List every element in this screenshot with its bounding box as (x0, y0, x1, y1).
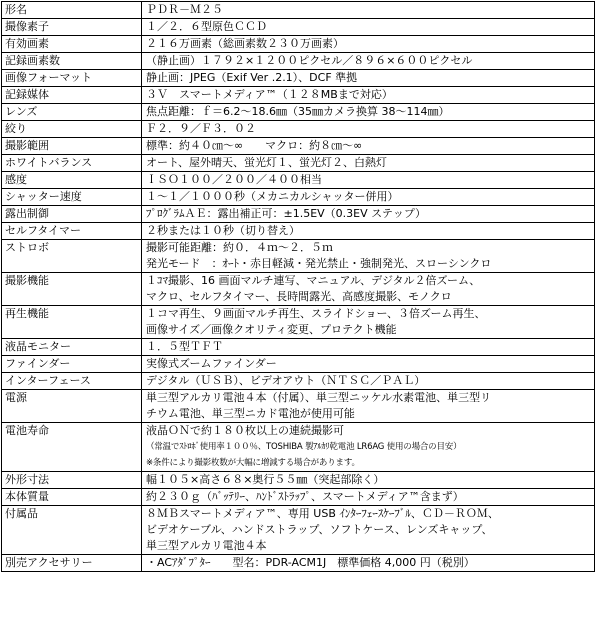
spec-value (142, 373, 595, 390)
spec-label: ストロボ (2, 240, 142, 273)
spec-value-line: １ｺﾏ撮影、16 画面マルチ連写、マニュアル、デジタル２倍ズーム、 (146, 274, 481, 287)
spec-row (2, 223, 595, 240)
spec-value (142, 356, 595, 373)
spec-row (2, 373, 595, 390)
spec-label: ホワイトバランス (2, 155, 142, 172)
spec-label: 液晶モニター (2, 339, 142, 356)
spec-label: 別売アクセサリー (2, 555, 142, 572)
spec-value-line: １／２．６型原色ＣＣＤ (146, 20, 267, 33)
spec-row (2, 306, 595, 339)
spec-value-line: 発光モード ：ｵｰﾄ・赤目軽減・発光禁止・強制発光、スローシンクロ (146, 257, 492, 270)
spec-value (142, 240, 595, 273)
spec-label: 電源 (2, 390, 142, 423)
spec-value (142, 423, 595, 472)
spec-value (142, 390, 595, 423)
spec-label: 記録画素数 (2, 53, 142, 70)
spec-row (2, 2, 595, 19)
spec-row (2, 121, 595, 138)
spec-value (142, 306, 595, 339)
spec-row (2, 423, 595, 472)
spec-value (142, 2, 595, 19)
spec-row (2, 104, 595, 121)
spec-row (2, 273, 595, 306)
spec-label: 撮影機能 (2, 273, 142, 306)
spec-value-line: １〜１／１０００秒（メカニカルシャッター併用） (146, 190, 399, 203)
spec-value (142, 155, 595, 172)
spec-value-line: 標準：約４０㎝〜∞ マクロ：約８㎝〜∞ (146, 139, 363, 152)
spec-row (2, 472, 595, 489)
spec-row (2, 19, 595, 36)
spec-value (142, 36, 595, 53)
spec-value-line: 画像サイズ／画像クオリティ変更、プロテクト機能 (146, 323, 397, 336)
spec-row (2, 36, 595, 53)
spec-row (2, 206, 595, 223)
spec-row (2, 489, 595, 506)
spec-row (2, 506, 595, 555)
spec-value (142, 223, 595, 240)
spec-value-line: 静止画：JPEG（Exif Ver .2.1）、DCF 準拠 (146, 71, 358, 84)
spec-row (2, 87, 595, 104)
spec-value (142, 555, 595, 572)
spec-value (142, 273, 595, 306)
spec-label: 露出制御 (2, 206, 142, 223)
spec-value-line: 焦点距離：ｆ＝6.2〜18.6㎜（35㎜カメラ換算 38〜114㎜） (146, 105, 450, 118)
spec-row (2, 138, 595, 155)
spec-value (142, 506, 595, 555)
spec-value-line: ＰＤＲ－Ｍ２５ (146, 3, 223, 16)
spec-label: 電池寿命 (2, 423, 142, 472)
spec-value-line: 単三型アルカリ電池４本（付属）、単三型ニッケル水素電池、単三型リ (146, 391, 492, 404)
spec-value (142, 70, 595, 87)
spec-value-line: ・ACｱﾀﾞﾌﾟﾀｰ 型名：PDR-ACM1J 標準価格 4,000 円（税別） (146, 556, 475, 569)
spec-value (142, 104, 595, 121)
spec-value-line: ３Ｖ スマートメディア™（１２８MBまで対応） (146, 88, 393, 101)
spec-value-line: オート、屋外晴天、蛍光灯１、蛍光灯２、白熱灯 (146, 156, 388, 169)
spec-row (2, 339, 595, 356)
spec-value (142, 121, 595, 138)
spec-value-note: ※条件により撮影枚数が大幅に増減する場合があります。 (146, 458, 360, 468)
spec-label: 記録媒体 (2, 87, 142, 104)
spec-value (142, 206, 595, 223)
spec-row (2, 189, 595, 206)
spec-value-line: ２秒または１０秒（切り替え） (146, 224, 300, 237)
spec-value (142, 138, 595, 155)
spec-table-body (2, 2, 595, 572)
spec-label: 有効画素 (2, 36, 142, 53)
spec-value-line: 単三型アルカリ電池４本 (146, 539, 267, 552)
spec-value-line: ２１６万画素（総画素数２３０万画素） (146, 37, 344, 50)
spec-label: 画像フォーマット (2, 70, 142, 87)
spec-row (2, 172, 595, 189)
spec-label: 撮像素子 (2, 19, 142, 36)
spec-row (2, 70, 595, 87)
spec-value-line: （静止画）１７９２×１２００ピクセル／８９６×６００ピクセル (146, 54, 473, 67)
spec-value (142, 87, 595, 104)
spec-label: インターフェース (2, 373, 142, 390)
spec-value (142, 189, 595, 206)
spec-label: レンズ (2, 104, 142, 121)
spec-value-line: ﾌﾟﾛｸﾞﾗﾑＡＥ：露出補正可：±1.5EV（0.3EV ステップ） (146, 207, 427, 220)
spec-value-line: ８ＭＢスマートメディア™、専用 USB ｲﾝﾀｰﾌｪｰｽｹｰﾌﾞﾙ、ＣＤ－ＲＯＭ、 (146, 507, 499, 520)
spec-value-line: １コマ再生、９画面マルチ再生、スライドショー、３倍ズーム再生、 (146, 307, 486, 320)
spec-value-line: デジタル（ＵＳＢ）、ビデオアウト（ＮＴＳＣ／ＰＡＬ） (146, 374, 426, 387)
spec-sheet (1, 1, 594, 625)
spec-row (2, 555, 595, 572)
spec-value-line: マクロ、セルフタイマー、長時間露光、高感度撮影、モノクロ (146, 290, 452, 303)
spec-value (142, 172, 595, 189)
spec-label: 本体質量 (2, 489, 142, 506)
spec-value (142, 472, 595, 489)
spec-label: 外形寸法 (2, 472, 142, 489)
spec-label: ファインダー (2, 356, 142, 373)
spec-label: 形名 (2, 2, 142, 19)
spec-value-line: ＩＳＯ１００／２００／４００相当 (146, 173, 322, 186)
spec-value (142, 339, 595, 356)
spec-value-line: 実像式ズームファインダー (146, 357, 277, 370)
spec-value (142, 489, 595, 506)
spec-value-line: 液晶ＯＮで約１８０枚以上の連続撮影可 (146, 424, 344, 437)
spec-value-line: 約２３０ｇ（ﾊﾞｯﾃﾘｰ、ﾊﾝﾄﾞｽﾄﾗｯﾌﾟ、スマートメディア™含まず） (146, 490, 464, 503)
spec-label: 再生機能 (2, 306, 142, 339)
spec-label: 撮影範囲 (2, 138, 142, 155)
spec-value-line: ビデオケーブル、ハンドストラップ、ソフトケース、レンズキャップ、 (146, 523, 493, 536)
spec-label: セルフタイマー (2, 223, 142, 240)
spec-value (142, 19, 595, 36)
spec-value-line: 撮影可能距離：約０．４ｍ〜２．５ｍ (146, 241, 333, 254)
spec-value-line: Ｆ２．９／Ｆ３．０２ (146, 122, 256, 135)
spec-label: 絞り (2, 121, 142, 138)
spec-label: 感度 (2, 172, 142, 189)
spec-row (2, 240, 595, 273)
spec-value-line: 幅１０５×高さ６８×奥行５５㎜（突起部除く） (146, 473, 385, 486)
spec-value-line: チウム電池、単三型ニカド電池が使用可能 (146, 407, 355, 420)
spec-row (2, 390, 595, 423)
spec-label: シャッター速度 (2, 189, 142, 206)
spec-value-note: （常温でｽﾄﾛﾎﾞ使用率１００％、TOSHIBA 製ｱﾙｶﾘ乾電池 LR6AG 使用の場合の目安） (146, 442, 462, 452)
spec-row (2, 53, 595, 70)
spec-row (2, 155, 595, 172)
spec-table (1, 1, 595, 572)
spec-label: 付属品 (2, 506, 142, 555)
spec-row (2, 356, 595, 373)
spec-value (142, 53, 595, 70)
spec-value-line: １．５型ＴＦＴ (146, 340, 223, 353)
